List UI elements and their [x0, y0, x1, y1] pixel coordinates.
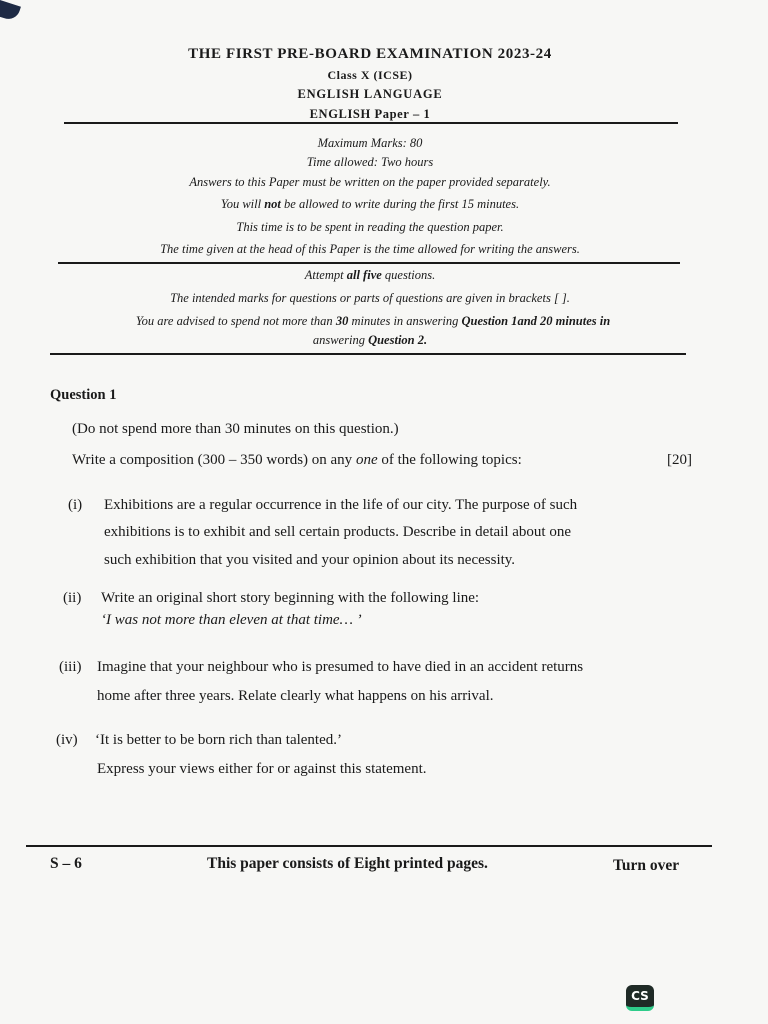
turn-over: Turn over — [613, 857, 680, 874]
topic-4-line: ‘It is better to be born rich than talented.’ — [95, 732, 342, 748]
question-1-note: (Do not spend more than 30 minutes on this question.) — [72, 421, 399, 437]
topic-3-line: Imagine that your neighbour who is presumed to have died in an accident returns — [97, 659, 584, 675]
topic-3-number: (iii) — [59, 659, 82, 675]
no-write-instruction: You will not be allowed to write during the first 15 minutes. — [220, 197, 520, 211]
footer-rule — [26, 845, 712, 847]
question-1-marks: [20] — [667, 452, 692, 468]
topic-2-line: Write an original short story beginning with the following line: — [101, 590, 480, 606]
paper-code: S – 6 — [50, 855, 82, 872]
topic-4-line: Express your views either for or against this statement. — [97, 761, 427, 777]
exam-class: Class X (ICSE) — [327, 68, 413, 82]
topic-1-line: such exhibition that you visited and your opinion about its necessity. — [104, 552, 516, 568]
time-allowed: Time allowed: Two hours — [306, 155, 434, 169]
instructions-rule — [58, 262, 680, 264]
topic-1-line: exhibitions is to exhibit and sell certain products. Describe in detail about one — [104, 524, 571, 540]
header-rule — [64, 122, 678, 124]
page-count: This paper consists of Eight printed pages. — [207, 855, 488, 872]
attempt-instruction: Attempt all five questions. — [304, 268, 436, 282]
marks-brackets: The intended marks for questions or parts of questions are given in brackets [ ]. — [170, 291, 570, 305]
camscanner-logo-icon: CS — [626, 985, 654, 1011]
question-1-heading: Question 1 — [50, 387, 117, 403]
topic-1-number: (i) — [68, 497, 83, 513]
question-1-prompt: Write a composition (300 – 350 words) on any one of the following topics: — [72, 452, 522, 468]
max-marks: Maximum Marks: 80 — [317, 136, 423, 150]
time-head-instruction: The time given at the head of this Paper is the time allowed for writing the answers. — [160, 242, 580, 256]
topic-3-line: home after three years. Relate clearly what happens on his arrival. — [97, 688, 494, 704]
topic-2-number: (ii) — [63, 590, 82, 606]
exam-subject: ENGLISH LANGUAGE — [297, 87, 443, 101]
instructions-bottom-rule — [50, 353, 686, 355]
topic-2-line: ‘I was not more than eleven at that time… ’ — [101, 612, 362, 628]
reading-time: This time is to be spent in reading the question paper. — [236, 220, 504, 234]
answers-instruction: Answers to this Paper must be written on the paper provided separately. — [189, 175, 551, 189]
advice-line-2: answering Question 2. — [312, 333, 428, 347]
exam-paper: ENGLISH Paper – 1 — [309, 107, 431, 121]
advice-line-1: You are advised to spend not more than 30 minutes in answering Question 1and 20 minutes in — [135, 314, 611, 328]
exam-title: THE FIRST PRE-BOARD EXAMINATION 2023-24 — [188, 46, 552, 62]
scan-corner-mark — [0, 0, 21, 22]
topic-4-number: (iv) — [56, 732, 78, 748]
topic-1-line: Exhibitions are a regular occurrence in the life of our city. The purpose of such — [104, 497, 578, 513]
